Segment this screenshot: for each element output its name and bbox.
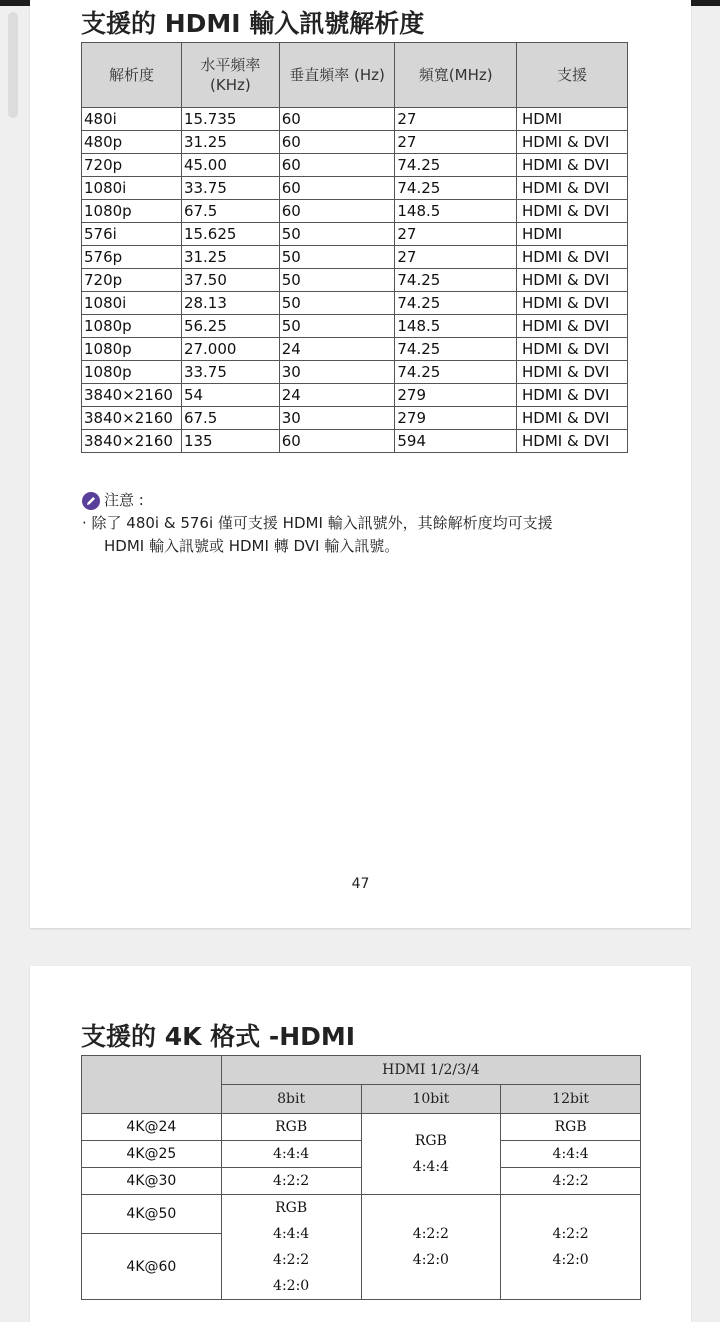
table-header-row [82, 43, 628, 108]
cell-bandwidth: 279 [395, 407, 517, 430]
note-text-line-2: HDMI 輸入訊號或 HDMI 轉 DVI 輸入訊號。 [104, 537, 400, 555]
cell-resolution: 1080p [82, 338, 182, 361]
note-label: 注意 : [104, 491, 144, 509]
note-block [82, 489, 662, 558]
cell-value: 4:2:2 [552, 1226, 589, 1242]
cell-bandwidth: 74.25 [395, 154, 517, 177]
cell-bandwidth: 74.25 [395, 338, 517, 361]
table-row [82, 246, 628, 269]
cell-resolution: 1080p [82, 200, 182, 223]
cell-bandwidth: 74.25 [395, 361, 517, 384]
cell-10bit-group-b [361, 1195, 501, 1300]
header-support: 支援 [517, 43, 628, 108]
header-blank-cell [82, 1056, 222, 1114]
cell-support: HDMI & DVI [517, 292, 628, 315]
scrollbar-thumb[interactable] [8, 12, 18, 118]
cell-bandwidth: 74.25 [395, 269, 517, 292]
table-row [82, 269, 628, 292]
cell-horizontal-frequency: 31.25 [181, 246, 279, 269]
table-row [82, 1195, 641, 1234]
table-row [82, 200, 628, 223]
row-label-4k25: 4K@25 [82, 1141, 222, 1168]
cell-value: 4:2:2 [412, 1226, 449, 1242]
cell-horizontal-frequency: 15.735 [181, 108, 279, 131]
cell-8bit: RGB [221, 1114, 361, 1141]
cell-resolution: 720p [82, 269, 182, 292]
cell-support: HDMI & DVI [517, 384, 628, 407]
cell-bandwidth: 148.5 [395, 200, 517, 223]
cell-support: HDMI & DVI [517, 200, 628, 223]
header-10bit: 10bit [361, 1085, 501, 1114]
cell-support: HDMI & DVI [517, 177, 628, 200]
cell-resolution: 1080p [82, 361, 182, 384]
cell-resolution: 3840×2160 [82, 384, 182, 407]
cell-horizontal-frequency: 31.25 [181, 131, 279, 154]
cell-vertical-frequency: 60 [279, 154, 395, 177]
row-label-4k60: 4K@60 [82, 1234, 222, 1300]
cell-vertical-frequency: 60 [279, 131, 395, 154]
cell-resolution: 480i [82, 108, 182, 131]
table-row [82, 154, 628, 177]
table-row [82, 131, 628, 154]
cell-resolution: 1080p [82, 315, 182, 338]
cell-horizontal-frequency: 54 [181, 384, 279, 407]
table-row [82, 108, 628, 131]
cell-value: RGB [414, 1133, 447, 1149]
cell-horizontal-frequency: 45.00 [181, 154, 279, 177]
header-8bit: 8bit [221, 1085, 361, 1114]
header-bandwidth: 頻寬(MHz) [395, 43, 517, 108]
cell-vertical-frequency: 60 [279, 200, 395, 223]
cell-resolution: 720p [82, 154, 182, 177]
cell-value: 4:2:0 [273, 1278, 310, 1294]
header-horizontal-frequency-label: 水平頻率 (KHz) [200, 56, 261, 94]
row-label-4k50: 4K@50 [82, 1195, 222, 1234]
cell-horizontal-frequency: 56.25 [181, 315, 279, 338]
cell-bandwidth: 27 [395, 246, 517, 269]
hdmi-4k-format-table [81, 1055, 641, 1300]
header-hdmi-ports: HDMI 1/2/3/4 [221, 1056, 640, 1085]
cell-horizontal-frequency: 27.000 [181, 338, 279, 361]
cell-value: 4:2:2 [273, 1252, 310, 1268]
cell-horizontal-frequency: 37.50 [181, 269, 279, 292]
cell-resolution: 576i [82, 223, 182, 246]
cell-bandwidth: 27 [395, 108, 517, 131]
cell-horizontal-frequency: 67.5 [181, 407, 279, 430]
cell-value: 4:4:4 [412, 1159, 449, 1175]
cell-bandwidth: 74.25 [395, 177, 517, 200]
cell-resolution: 576p [82, 246, 182, 269]
cell-resolution: 1080i [82, 177, 182, 200]
cell-vertical-frequency: 30 [279, 407, 395, 430]
table-row [82, 407, 628, 430]
cell-bandwidth: 27 [395, 131, 517, 154]
cell-8bit: 4:2:2 [221, 1168, 361, 1195]
table-row [82, 177, 628, 200]
cell-horizontal-frequency: 135 [181, 430, 279, 453]
page-number: 47 [351, 876, 370, 892]
document-page-48 [30, 966, 691, 1322]
cell-resolution: 3840×2160 [82, 430, 182, 453]
cell-bandwidth: 148.5 [395, 315, 517, 338]
cell-support: HDMI [517, 108, 628, 131]
cell-vertical-frequency: 50 [279, 292, 395, 315]
note-text-line-1: · 除了 480i & 576i 僅可支援 HDMI 輸入訊號外，其餘解析度均可支援 [82, 514, 553, 532]
header-resolution: 解析度 [82, 43, 182, 108]
cell-resolution: 1080i [82, 292, 182, 315]
cell-12bit-group-b [501, 1195, 641, 1300]
cell-horizontal-frequency: 67.5 [181, 200, 279, 223]
cell-resolution: 480p [82, 131, 182, 154]
cell-horizontal-frequency: 33.75 [181, 177, 279, 200]
header-vertical-frequency: 垂直頻率 (Hz) [279, 43, 395, 108]
cell-8bit-group-b [221, 1195, 361, 1300]
cell-support: HDMI & DVI [517, 131, 628, 154]
cell-vertical-frequency: 24 [279, 338, 395, 361]
cell-vertical-frequency: 24 [279, 384, 395, 407]
cell-support: HDMI [517, 223, 628, 246]
cell-support: HDMI & DVI [517, 361, 628, 384]
cell-8bit: 4:4:4 [221, 1141, 361, 1168]
cell-support: HDMI & DVI [517, 154, 628, 177]
cell-vertical-frequency: 50 [279, 223, 395, 246]
table-row [82, 1114, 641, 1141]
group-header-row [82, 1056, 641, 1085]
cell-resolution: 3840×2160 [82, 407, 182, 430]
table-row [82, 338, 628, 361]
cell-support: HDMI & DVI [517, 338, 628, 361]
cell-horizontal-frequency: 15.625 [181, 223, 279, 246]
cell-12bit: 4:2:2 [501, 1168, 641, 1195]
cell-support: HDMI & DVI [517, 430, 628, 453]
pencil-circle-icon [82, 492, 100, 510]
cell-vertical-frequency: 60 [279, 108, 395, 131]
note-header [82, 489, 662, 512]
table-row [82, 223, 628, 246]
table-row [82, 292, 628, 315]
cell-bandwidth: 27 [395, 223, 517, 246]
cell-10bit-group-a [361, 1114, 501, 1195]
table-body [82, 108, 628, 453]
cell-vertical-frequency: 60 [279, 430, 395, 453]
cell-12bit: RGB [501, 1114, 641, 1141]
cell-support: HDMI & DVI [517, 315, 628, 338]
cell-bandwidth: 74.25 [395, 292, 517, 315]
header-horizontal-frequency [181, 43, 279, 108]
table-row [82, 361, 628, 384]
section-title-4k-formats: 支援的 4K 格式 -HDMI [81, 1022, 356, 1051]
cell-vertical-frequency: 50 [279, 246, 395, 269]
section-title-hdmi-resolutions: 支援的 HDMI 輸入訊號解析度 [81, 9, 425, 38]
cell-value: RGB [275, 1200, 308, 1216]
cell-vertical-frequency: 30 [279, 361, 395, 384]
cell-support: HDMI & DVI [517, 269, 628, 292]
cell-bandwidth: 279 [395, 384, 517, 407]
hdmi-resolution-table [81, 42, 628, 453]
cell-support: HDMI & DVI [517, 246, 628, 269]
cell-vertical-frequency: 50 [279, 315, 395, 338]
cell-vertical-frequency: 60 [279, 177, 395, 200]
table-row [82, 315, 628, 338]
cell-support: HDMI & DVI [517, 407, 628, 430]
row-label-4k30: 4K@30 [82, 1168, 222, 1195]
table-row [82, 384, 628, 407]
cell-value: 4:2:0 [412, 1252, 449, 1268]
row-label-4k24: 4K@24 [82, 1114, 222, 1141]
cell-value: 4:4:4 [273, 1226, 310, 1242]
header-12bit: 12bit [501, 1085, 641, 1114]
cell-horizontal-frequency: 33.75 [181, 361, 279, 384]
cell-horizontal-frequency: 28.13 [181, 292, 279, 315]
cell-vertical-frequency: 50 [279, 269, 395, 292]
cell-bandwidth: 594 [395, 430, 517, 453]
table-row [82, 430, 628, 453]
cell-12bit: 4:4:4 [501, 1141, 641, 1168]
document-page-47 [30, 0, 691, 928]
cell-value: 4:2:0 [552, 1252, 589, 1268]
